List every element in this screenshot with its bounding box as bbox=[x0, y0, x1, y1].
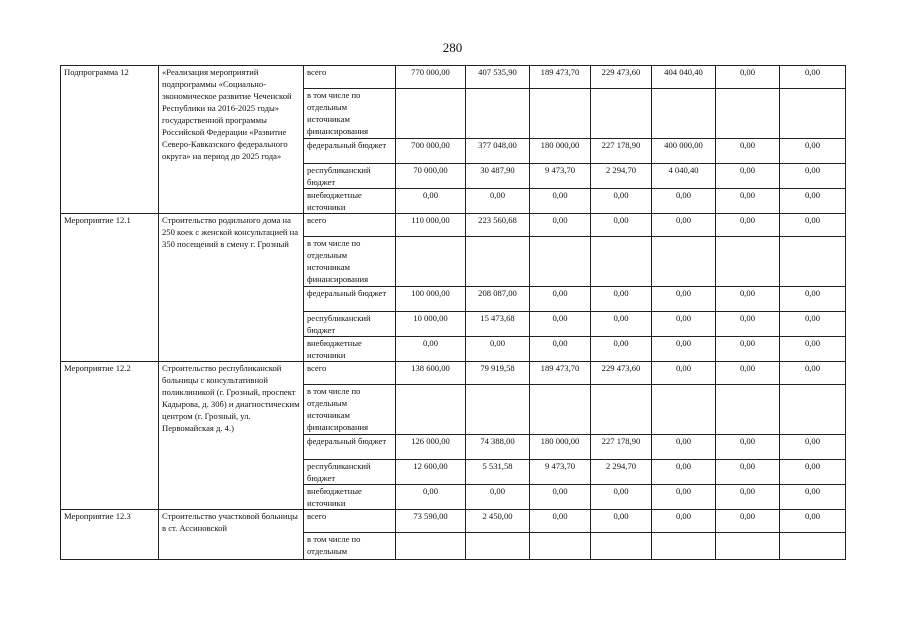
amount-cell: 0,00 bbox=[652, 362, 716, 385]
funding-source-cell: всего bbox=[304, 510, 396, 533]
funding-source-cell: внебюджетные источники bbox=[304, 189, 396, 214]
program-description-cell: Строительство родильного дома на 250 коек с женской консультацией на 350 посещений в смену г. Грозный bbox=[159, 214, 304, 362]
amount-cell: 2 450,00 bbox=[466, 510, 530, 533]
program-label-cell: Подпрограмма 12 bbox=[61, 66, 159, 214]
amount-cell: 0,00 bbox=[780, 435, 846, 460]
amount-cell: 404 040,40 bbox=[652, 66, 716, 89]
amount-cell: 110 000,00 bbox=[396, 214, 466, 237]
funding-source-cell: всего bbox=[304, 214, 396, 237]
amount-cell bbox=[530, 533, 591, 560]
funding-source-cell: федеральный бюджет bbox=[304, 435, 396, 460]
amount-cell: 0,00 bbox=[780, 164, 846, 189]
program-label-cell: Мероприятие 12.3 bbox=[61, 510, 159, 560]
amount-cell: 0,00 bbox=[716, 510, 780, 533]
amount-cell bbox=[652, 237, 716, 287]
amount-cell: 0,00 bbox=[780, 312, 846, 337]
amount-cell: 0,00 bbox=[780, 362, 846, 385]
amount-cell: 0,00 bbox=[652, 214, 716, 237]
amount-cell bbox=[716, 533, 780, 560]
amount-cell: 4 040,40 bbox=[652, 164, 716, 189]
amount-cell: 0,00 bbox=[716, 214, 780, 237]
amount-cell: 0,00 bbox=[591, 214, 652, 237]
amount-cell: 12 600,00 bbox=[396, 460, 466, 485]
amount-cell: 0,00 bbox=[716, 337, 780, 362]
amount-cell: 0,00 bbox=[716, 362, 780, 385]
table-row bbox=[61, 214, 846, 237]
amount-cell: 73 590,00 bbox=[396, 510, 466, 533]
amount-cell: 0,00 bbox=[780, 189, 846, 214]
amount-cell: 0,00 bbox=[591, 189, 652, 214]
amount-cell bbox=[780, 533, 846, 560]
amount-cell: 0,00 bbox=[652, 312, 716, 337]
amount-cell bbox=[530, 237, 591, 287]
program-label-cell: Мероприятие 12.1 bbox=[61, 214, 159, 362]
amount-cell: 0,00 bbox=[530, 485, 591, 510]
amount-cell: 0,00 bbox=[591, 337, 652, 362]
amount-cell: 0,00 bbox=[716, 485, 780, 510]
amount-cell: 2 294,70 bbox=[591, 460, 652, 485]
amount-cell: 227 178,90 bbox=[591, 435, 652, 460]
amount-cell: 0,00 bbox=[716, 435, 780, 460]
amount-cell bbox=[591, 237, 652, 287]
amount-cell: 229 473,60 bbox=[591, 362, 652, 385]
amount-cell: 5 531,58 bbox=[466, 460, 530, 485]
amount-cell: 0,00 bbox=[780, 66, 846, 89]
amount-cell: 9 473,70 bbox=[530, 164, 591, 189]
amount-cell: 0,00 bbox=[716, 312, 780, 337]
amount-cell: 0,00 bbox=[780, 485, 846, 510]
amount-cell: 0,00 bbox=[652, 460, 716, 485]
funding-source-cell: внебюджетные источники bbox=[304, 485, 396, 510]
amount-cell: 100 000,00 bbox=[396, 287, 466, 312]
funding-source-cell: в том числе по отдельным источникам финансирования bbox=[304, 89, 396, 139]
amount-cell bbox=[780, 89, 846, 139]
amount-cell: 0,00 bbox=[530, 287, 591, 312]
amount-cell: 180 000,00 bbox=[530, 139, 591, 164]
amount-cell: 0,00 bbox=[591, 287, 652, 312]
amount-cell bbox=[396, 533, 466, 560]
amount-cell: 180 000,00 bbox=[530, 435, 591, 460]
amount-cell: 400 000,00 bbox=[652, 139, 716, 164]
amount-cell: 0,00 bbox=[780, 460, 846, 485]
amount-cell bbox=[466, 237, 530, 287]
funding-source-cell: федеральный бюджет bbox=[304, 287, 396, 312]
amount-cell bbox=[530, 385, 591, 435]
funding-source-cell: всего bbox=[304, 362, 396, 385]
table-row bbox=[61, 66, 846, 89]
amount-cell: 0,00 bbox=[466, 337, 530, 362]
amount-cell: 0,00 bbox=[652, 189, 716, 214]
program-description-cell: Строительство республиканской больницы с консультативной поликлиникой (г. Грозный, проспект Кадырова, д. 30б) и диагностическим центром (г. Грозный, ул. Первомайская д. 4.) bbox=[159, 362, 304, 510]
page-number: 280 bbox=[442, 40, 463, 55]
amount-cell: 0,00 bbox=[716, 66, 780, 89]
funding-source-cell: всего bbox=[304, 66, 396, 89]
amount-cell: 0,00 bbox=[530, 312, 591, 337]
amount-cell: 0,00 bbox=[780, 337, 846, 362]
funding-source-cell: в том числе по отдельным источникам финансирования bbox=[304, 385, 396, 435]
program-description-cell: Строительство участковой больницы в ст. Ассиновской bbox=[159, 510, 304, 560]
amount-cell: 0,00 bbox=[780, 287, 846, 312]
amount-cell: 0,00 bbox=[530, 214, 591, 237]
table-row bbox=[61, 510, 846, 533]
funding-source-cell: республиканский бюджет bbox=[304, 164, 396, 189]
amount-cell: 0,00 bbox=[591, 312, 652, 337]
amount-cell bbox=[652, 89, 716, 139]
amount-cell: 0,00 bbox=[652, 337, 716, 362]
amount-cell: 208 087,00 bbox=[466, 287, 530, 312]
funding-source-cell: в том числе по отдельным bbox=[304, 533, 396, 560]
amount-cell bbox=[716, 237, 780, 287]
amount-cell: 0,00 bbox=[716, 139, 780, 164]
amount-cell bbox=[591, 385, 652, 435]
amount-cell: 0,00 bbox=[530, 189, 591, 214]
amount-cell bbox=[591, 89, 652, 139]
amount-cell bbox=[591, 533, 652, 560]
amount-cell: 223 560,68 bbox=[466, 214, 530, 237]
amount-cell: 0,00 bbox=[652, 435, 716, 460]
amount-cell: 0,00 bbox=[716, 460, 780, 485]
amount-cell bbox=[652, 533, 716, 560]
amount-cell: 0,00 bbox=[530, 337, 591, 362]
amount-cell: 189 473,70 bbox=[530, 362, 591, 385]
amount-cell bbox=[716, 89, 780, 139]
amount-cell: 79 919,58 bbox=[466, 362, 530, 385]
amount-cell: 770 000,00 bbox=[396, 66, 466, 89]
amount-cell: 0,00 bbox=[780, 214, 846, 237]
amount-cell: 0,00 bbox=[780, 139, 846, 164]
amount-cell: 126 000,00 bbox=[396, 435, 466, 460]
amount-cell: 70 000,00 bbox=[396, 164, 466, 189]
amount-cell: 2 294,70 bbox=[591, 164, 652, 189]
amount-cell: 0,00 bbox=[780, 510, 846, 533]
funding-source-cell: в том числе по отдельным источникам финансирования bbox=[304, 237, 396, 287]
amount-cell: 0,00 bbox=[466, 189, 530, 214]
amount-cell bbox=[716, 385, 780, 435]
table-row bbox=[61, 362, 846, 385]
funding-source-cell: республиканский бюджет bbox=[304, 460, 396, 485]
program-description-cell: «Реализация мероприятий подпрограммы «Социально-экономическое развитие Чеченской Республики на 2016-2025 годы» государственной программы Российской Федерации «Развитие Северо-Кавказского федерального округа» на период до 2025 года» bbox=[159, 66, 304, 214]
amount-cell: 0,00 bbox=[530, 510, 591, 533]
amount-cell bbox=[466, 385, 530, 435]
amount-cell: 0,00 bbox=[652, 510, 716, 533]
amount-cell bbox=[396, 385, 466, 435]
funding-table-body bbox=[61, 66, 846, 560]
amount-cell: 377 048,00 bbox=[466, 139, 530, 164]
amount-cell: 0,00 bbox=[716, 164, 780, 189]
funding-source-cell: республиканский бюджет bbox=[304, 312, 396, 337]
amount-cell: 189 473,70 bbox=[530, 66, 591, 89]
amount-cell bbox=[396, 237, 466, 287]
amount-cell: 0,00 bbox=[396, 337, 466, 362]
amount-cell: 10 000,00 bbox=[396, 312, 466, 337]
amount-cell: 407 535,90 bbox=[466, 66, 530, 89]
amount-cell: 0,00 bbox=[652, 485, 716, 510]
amount-cell bbox=[780, 385, 846, 435]
amount-cell: 0,00 bbox=[716, 287, 780, 312]
amount-cell bbox=[466, 89, 530, 139]
amount-cell: 229 473,60 bbox=[591, 66, 652, 89]
amount-cell: 15 473,68 bbox=[466, 312, 530, 337]
amount-cell: 0,00 bbox=[466, 485, 530, 510]
funding-source-cell: внебюджетные источники bbox=[304, 337, 396, 362]
amount-cell: 138 600,00 bbox=[396, 362, 466, 385]
amount-cell: 227 178,90 bbox=[591, 139, 652, 164]
amount-cell: 700 000,00 bbox=[396, 139, 466, 164]
program-label-cell: Мероприятие 12.2 bbox=[61, 362, 159, 510]
amount-cell: 0,00 bbox=[652, 287, 716, 312]
amount-cell bbox=[396, 89, 466, 139]
amount-cell: 0,00 bbox=[396, 485, 466, 510]
amount-cell bbox=[530, 89, 591, 139]
amount-cell: 0,00 bbox=[396, 189, 466, 214]
funding-table bbox=[60, 65, 846, 560]
amount-cell bbox=[780, 237, 846, 287]
amount-cell: 30 487,90 bbox=[466, 164, 530, 189]
funding-source-cell: федеральный бюджет bbox=[304, 139, 396, 164]
amount-cell bbox=[652, 385, 716, 435]
amount-cell: 0,00 bbox=[591, 510, 652, 533]
amount-cell: 0,00 bbox=[716, 189, 780, 214]
amount-cell: 74 388,00 bbox=[466, 435, 530, 460]
amount-cell: 0,00 bbox=[591, 485, 652, 510]
amount-cell: 9 473,70 bbox=[530, 460, 591, 485]
amount-cell bbox=[466, 533, 530, 560]
